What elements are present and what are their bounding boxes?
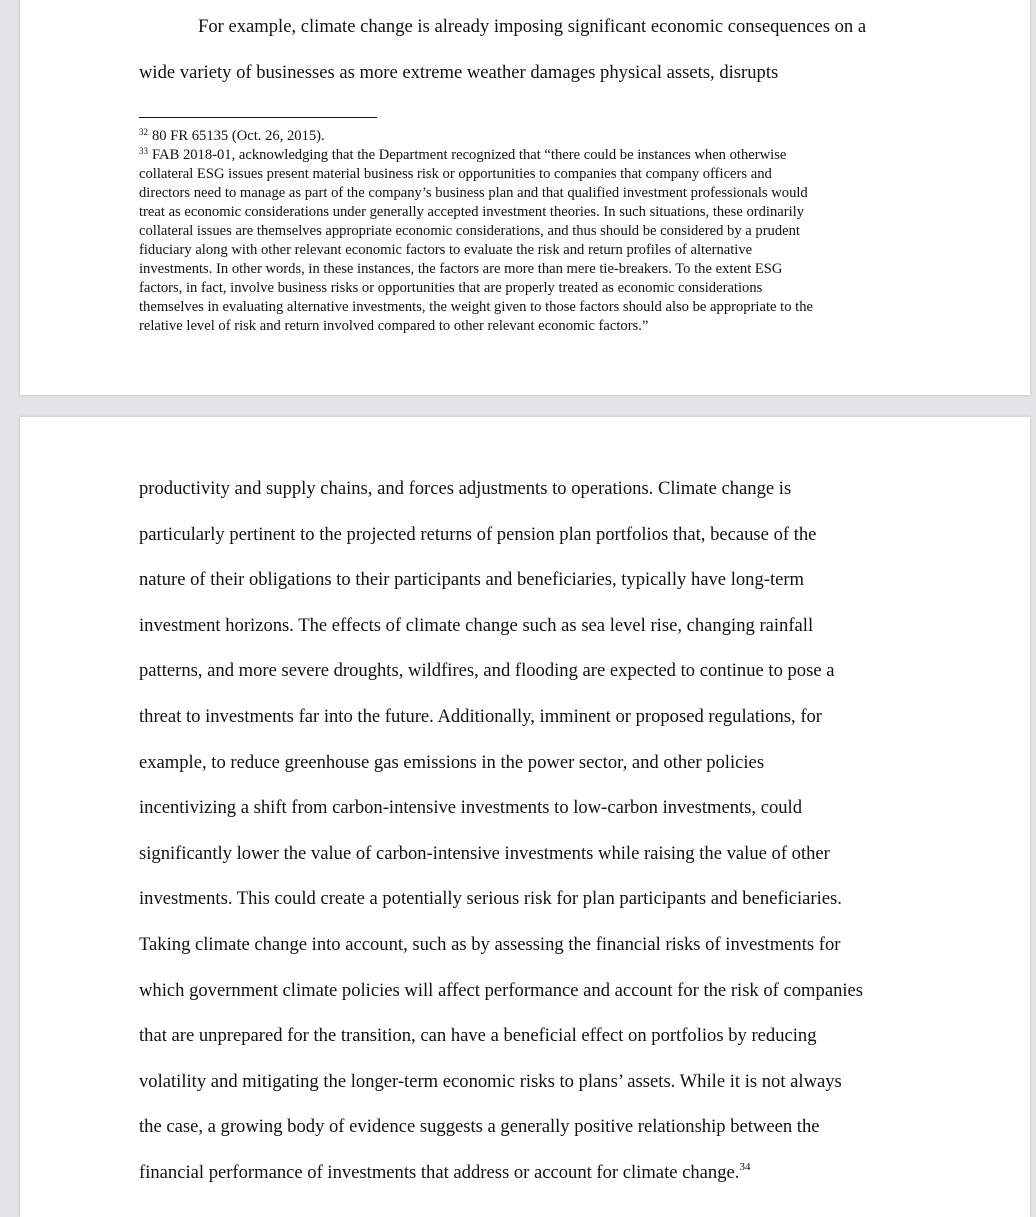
footnote-number: 33 [139,146,148,156]
text-line: Taking climate change into account, such as by assessing the financial risks of investments for [139,933,841,955]
footnote-line: factors, in fact, involve business risks or opportunities that are properly treated as economic considerations [139,280,763,296]
text-line: For example, climate change is already imposing significant economic consequences on a [198,16,867,37]
footnotes [139,127,919,336]
footnote-line: treat as economic considerations under generally accepted investment theories. In such situations, these ordinarily [139,204,805,220]
text-line: nature of their obligations to their participants and beneficiaries, typically have long-term [139,569,805,591]
text-line: particularly pertinent to the projected returns of pension plan portfolios that, because of the [139,523,817,545]
text-line: incentivizing a shift from carbon-intensive investments to low-carbon investments, could [139,797,803,819]
footnote-line: fiduciary along with other relevant economic factors to evaluate the risk and return profiles of alternative [139,242,753,258]
document-page-1 [20,0,1030,395]
footnote-line: investments. In other words, in these instances, the factors are more than mere tie-breakers. To the extent ESG [139,261,783,277]
text-line: productivity and supply chains, and forces adjustments to operations. Climate change is [139,478,792,499]
document-page-2 [20,417,1030,1217]
footnote-line: themselves in evaluating alternative investments, the weight given to those factors should also be appropriate to the [139,299,813,315]
footnote-line: collateral ESG issues present material business risk or opportunities to companies that company officers and [139,166,772,182]
footnote-33 [139,146,919,165]
footnote-reference-34[interactable]: 34 [739,1160,751,1173]
footnote-line: collateral issues are themselves appropriate economic considerations, and thus should be considered by a prudent [139,223,800,239]
text-line: the case, a growing body of evidence suggests a generally positive relationship between the [139,1116,820,1138]
text-line: investments. This could create a potentially serious risk for plan participants and beneficiaries. [139,888,842,910]
text-line-last [139,1150,929,1196]
body-paragraph [139,4,929,95]
footnote-number: 32 [139,127,148,137]
text-line: threat to investments far into the future. Additionally, imminent or proposed regulations, for [139,705,823,727]
text-line: which government climate policies will affect performance and account for the risk of companies [139,979,864,1001]
footnote-text: 80 FR 65135 (Oct. 26, 2015). [152,128,325,144]
text-line: significantly lower the value of carbon-intensive investments while raising the value of other [139,842,830,864]
text-line: investment horizons. The effects of climate change such as sea level rise, changing rainfall [139,614,814,636]
footnote-line: directors need to manage as part of the company’s business plan and that qualified investment professionals would [139,185,808,201]
text-line: that are unprepared for the transition, can have a beneficial effect on portfolios by reducing [139,1025,817,1047]
footnote-separator [139,117,377,118]
footnote-32 [139,127,919,146]
text-line: patterns, and more severe droughts, wildfires, and flooding are expected to continue to pose a [139,660,835,682]
text-line: example, to reduce greenhouse gas emissions in the power sector, and other policies [139,751,765,773]
body-paragraph [139,466,929,1196]
text-line: volatility and mitigating the longer-term economic risks to plans’ assets. While it is not always [139,1070,842,1092]
text-line-content: financial performance of investments that address or account for climate change. [139,1161,740,1183]
footnote-line: relative level of risk and return involved compared to other relevant economic factors.” [139,318,649,334]
text-line: wide variety of businesses as more extreme weather damages physical assets, disrupts [139,61,779,83]
footnote-text: FAB 2018-01, acknowledging that the Department recognized that “there could be instances when otherwise [152,147,787,163]
